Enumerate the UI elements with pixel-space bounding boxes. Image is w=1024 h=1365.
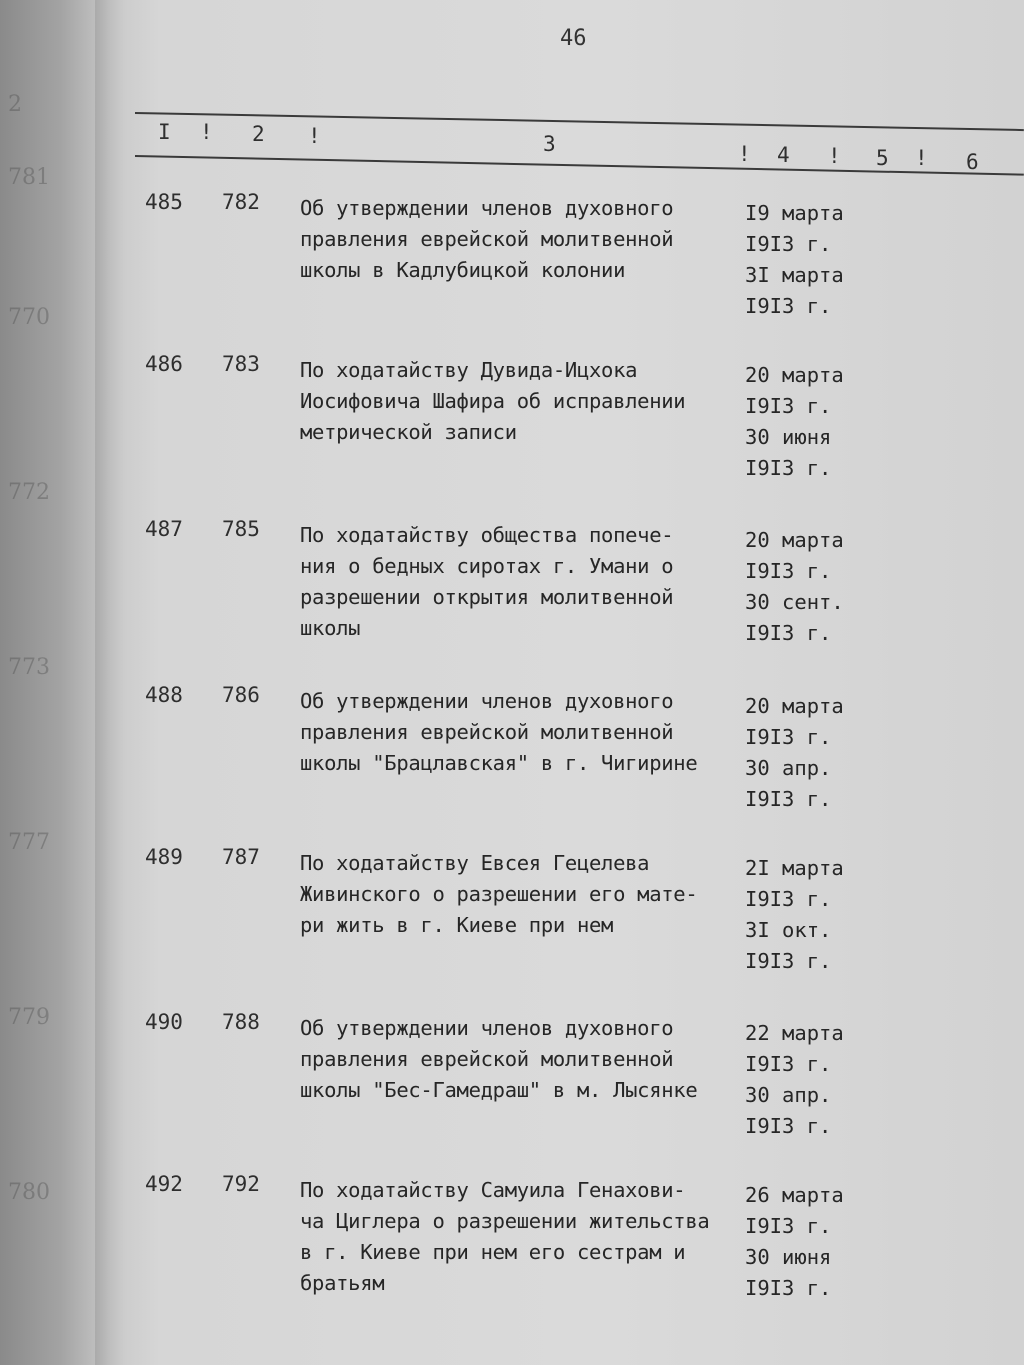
row-description [300, 848, 740, 941]
description-line: школы "Бес-Гамедраш" в м. Лысянке [300, 1078, 698, 1102]
date-line: 20 марта [745, 528, 844, 552]
description-line: братьям [300, 1271, 385, 1295]
description-line: ния о бедных сиротах г. Умани о [300, 554, 674, 578]
row-dates [745, 360, 875, 484]
file-number: 783 [222, 352, 260, 376]
row-dates [745, 198, 875, 322]
description-line: ри жить в г. Киеве при нем [300, 913, 614, 937]
date-line: I9I3 г. [745, 559, 832, 583]
date-line: 30 сент. [745, 590, 844, 614]
description-line: Об утверждении членов духовного [300, 196, 674, 220]
row-dates [745, 853, 875, 977]
header-col-5: 5 [876, 146, 889, 170]
date-line: I9I3 г. [745, 949, 832, 973]
description-line: По ходатайству Евсея Гецелева [300, 851, 650, 875]
date-line: I9I3 г. [745, 887, 832, 911]
row-description [300, 520, 740, 644]
row-number: 489 [145, 845, 183, 869]
file-number: 792 [222, 1172, 260, 1196]
description-line: Живинского о разрешении его мате- [300, 882, 698, 906]
date-line: 20 марта [745, 694, 844, 718]
header-col-4: 4 [777, 143, 790, 167]
description-line: По ходатайству Дувида-Ицхока [300, 358, 638, 382]
date-line: I9I3 г. [745, 621, 832, 645]
ghost-number: 772 [8, 480, 50, 505]
row-number: 486 [145, 352, 183, 376]
header-col-2: 2 [252, 122, 265, 146]
header-separator: ! [308, 124, 321, 148]
row-description [300, 1175, 740, 1299]
date-line: 30 июня [745, 425, 832, 449]
date-line: 30 апр. [745, 1083, 832, 1107]
date-line: 2I марта [745, 856, 844, 880]
date-line: I9I3 г. [745, 232, 832, 256]
row-description [300, 686, 740, 779]
date-line: I9I3 г. [745, 1052, 832, 1076]
header-col-1: I [158, 120, 171, 144]
row-number: 490 [145, 1010, 183, 1034]
row-description [300, 1013, 740, 1106]
date-line: I9I3 г. [745, 1214, 832, 1238]
description-line: школы [300, 616, 361, 640]
description-line: ча Циглера о разрешении жительства [300, 1209, 710, 1233]
description-line: правления еврейской молитвенной [300, 227, 674, 251]
row-number: 485 [145, 190, 183, 214]
description-line: Об утверждении членов духовного [300, 1016, 674, 1040]
ghost-number: 773 [8, 655, 50, 680]
row-dates [745, 1180, 875, 1304]
date-line: I9I3 г. [745, 456, 832, 480]
table-rule-top [135, 112, 1024, 131]
row-number: 487 [145, 517, 183, 541]
date-line: 20 марта [745, 363, 844, 387]
ghost-number: 780 [8, 1180, 50, 1205]
file-number: 785 [222, 517, 260, 541]
header-separator: ! [200, 120, 213, 144]
header-col-3: 3 [543, 132, 556, 156]
date-line: I9I3 г. [745, 1276, 832, 1300]
file-number: 786 [222, 683, 260, 707]
description-line: правления еврейской молитвенной [300, 720, 674, 744]
header-separator: ! [738, 142, 751, 166]
description-line: школы "Брацлавская" в г. Чигирине [300, 751, 698, 775]
header-separator: ! [828, 144, 841, 168]
header-col-6: 6 [966, 150, 979, 174]
page-gutter-shadow [95, 0, 125, 1365]
ghost-number: 770 [8, 305, 50, 330]
page-number: 46 [560, 26, 587, 51]
description-line: правления еврейской молитвенной [300, 1047, 674, 1071]
description-line: По ходатайству общества попече- [300, 523, 674, 547]
description-line: в г. Киеве при нем его сестрам и [300, 1240, 686, 1264]
date-line: 22 марта [745, 1021, 844, 1045]
date-line: 3I марта [745, 263, 844, 287]
ghost-number: 2 [8, 92, 22, 117]
description-line: По ходатайству Самуила Генахови- [300, 1178, 686, 1202]
table-rule-bottom [135, 155, 1024, 176]
description-line: Об утверждении членов духовного [300, 689, 674, 713]
description-line: Иосифовича Шафира об исправлении [300, 389, 686, 413]
file-number: 787 [222, 845, 260, 869]
date-line: I9I3 г. [745, 787, 832, 811]
ghost-number: 777 [8, 830, 50, 855]
date-line: 3I окт. [745, 918, 832, 942]
description-line: школы в Кадлубицкой колонии [300, 258, 626, 282]
date-line: I9I3 г. [745, 1114, 832, 1138]
date-line: I9I3 г. [745, 394, 832, 418]
date-line: 30 июня [745, 1245, 832, 1269]
row-dates [745, 691, 875, 815]
row-number: 492 [145, 1172, 183, 1196]
date-line: I9 марта [745, 201, 844, 225]
file-number: 788 [222, 1010, 260, 1034]
row-description [300, 193, 740, 286]
date-line: 26 марта [745, 1183, 844, 1207]
description-line: разрешении открытия молитвенной [300, 585, 674, 609]
date-line: I9I3 г. [745, 725, 832, 749]
date-line: I9I3 г. [745, 294, 832, 318]
row-dates [745, 525, 875, 649]
ghost-number: 779 [8, 1005, 50, 1030]
row-dates [745, 1018, 875, 1142]
file-number: 782 [222, 190, 260, 214]
date-line: 30 апр. [745, 756, 832, 780]
ghost-number: 781 [8, 165, 50, 190]
header-separator: ! [915, 146, 928, 170]
row-description [300, 355, 740, 448]
row-number: 488 [145, 683, 183, 707]
description-line: метрической записи [300, 420, 517, 444]
